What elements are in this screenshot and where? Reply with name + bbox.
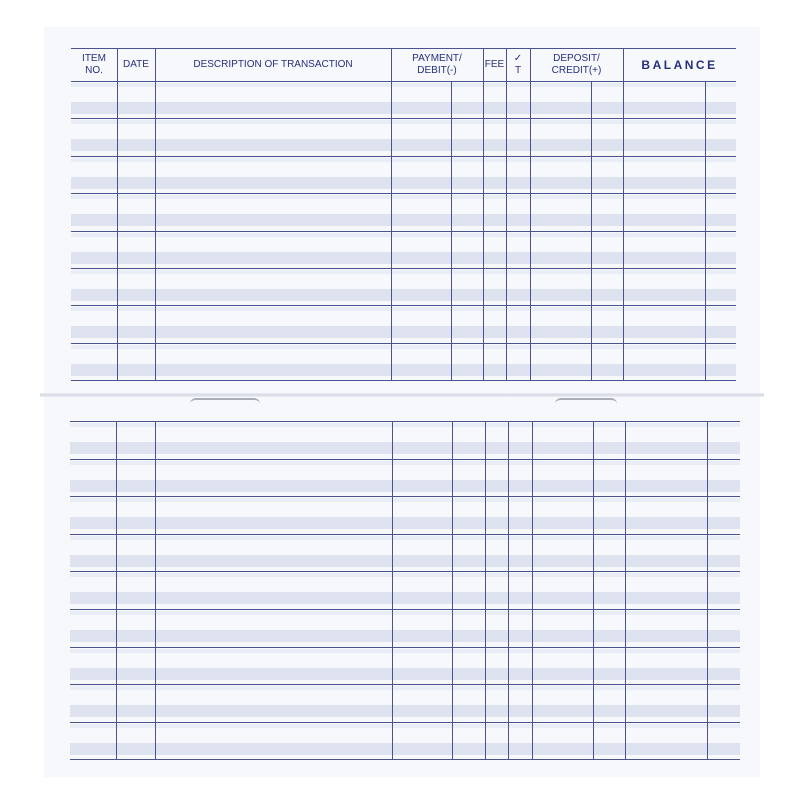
entry-cell[interactable] bbox=[117, 156, 155, 193]
entry-cell[interactable] bbox=[508, 534, 532, 572]
entry-cell[interactable] bbox=[71, 156, 117, 193]
header-top-rule bbox=[71, 48, 736, 49]
entry-cell[interactable] bbox=[625, 722, 740, 760]
entry-cell[interactable] bbox=[625, 571, 740, 609]
entry-cell[interactable] bbox=[155, 609, 392, 647]
entry-cell[interactable] bbox=[508, 496, 532, 534]
entry-cell[interactable] bbox=[155, 571, 392, 609]
entry-cell[interactable] bbox=[483, 193, 506, 230]
entry-cell[interactable] bbox=[155, 343, 391, 380]
entry-cell[interactable] bbox=[71, 231, 117, 268]
entry-cell[interactable] bbox=[392, 571, 485, 609]
entry-cell[interactable] bbox=[530, 156, 623, 193]
entry-cell[interactable] bbox=[155, 268, 391, 305]
entry-cell[interactable] bbox=[116, 609, 155, 647]
entry-cell[interactable] bbox=[483, 118, 506, 155]
entry-cell[interactable] bbox=[623, 156, 736, 193]
entry-cell[interactable] bbox=[530, 81, 623, 118]
entry-cell[interactable] bbox=[623, 231, 736, 268]
entry-cell[interactable] bbox=[70, 684, 116, 722]
entry-cell[interactable] bbox=[625, 609, 740, 647]
entry-cell[interactable] bbox=[116, 421, 155, 459]
entry-cell[interactable] bbox=[391, 231, 483, 268]
entry-cell[interactable] bbox=[155, 231, 391, 268]
entry-cell[interactable] bbox=[392, 722, 485, 760]
entry-cell[interactable] bbox=[623, 305, 736, 342]
entry-cell[interactable] bbox=[117, 81, 155, 118]
entry-cell[interactable] bbox=[117, 268, 155, 305]
entry-cell[interactable] bbox=[70, 722, 116, 760]
entry-cell[interactable] bbox=[625, 496, 740, 534]
entry-cell[interactable] bbox=[71, 343, 117, 380]
entry-cell[interactable] bbox=[155, 156, 391, 193]
entry-cell[interactable] bbox=[532, 421, 625, 459]
entry-cell[interactable] bbox=[155, 722, 392, 760]
entry-cell[interactable] bbox=[155, 421, 392, 459]
entry-cell[interactable] bbox=[117, 305, 155, 342]
entry-cell[interactable] bbox=[485, 459, 508, 497]
entry-cell[interactable] bbox=[532, 571, 625, 609]
entry-cell[interactable] bbox=[70, 496, 116, 534]
entry-cell[interactable] bbox=[623, 343, 736, 380]
entry-cell[interactable] bbox=[117, 231, 155, 268]
header-deposit-credit: DEPOSIT/ CREDIT(+) bbox=[551, 53, 602, 76]
entry-cell[interactable] bbox=[71, 305, 117, 342]
entry-cell[interactable] bbox=[530, 193, 623, 230]
entry-cell[interactable] bbox=[117, 118, 155, 155]
entry-cell[interactable] bbox=[625, 421, 740, 459]
entry-cell[interactable] bbox=[506, 118, 530, 155]
header-item-no: ITEM NO. bbox=[82, 53, 106, 76]
entry-cell[interactable] bbox=[485, 534, 508, 572]
entry-cell[interactable] bbox=[530, 268, 623, 305]
entry-cell[interactable] bbox=[532, 647, 625, 685]
entry-cell[interactable] bbox=[155, 684, 392, 722]
entry-cell[interactable] bbox=[71, 118, 117, 155]
entry-cell[interactable] bbox=[532, 496, 625, 534]
entry-cell[interactable] bbox=[391, 193, 483, 230]
entry-cell[interactable] bbox=[506, 268, 530, 305]
entry-cell[interactable] bbox=[508, 684, 532, 722]
entry-cell[interactable] bbox=[530, 343, 623, 380]
entry-cell[interactable] bbox=[508, 647, 532, 685]
entry-cell[interactable] bbox=[70, 609, 116, 647]
entry-cell[interactable] bbox=[116, 647, 155, 685]
entry-cell[interactable] bbox=[530, 118, 623, 155]
entry-cell[interactable] bbox=[508, 421, 532, 459]
staple-icon bbox=[555, 398, 617, 406]
entry-cell[interactable] bbox=[483, 156, 506, 193]
entry-cell[interactable] bbox=[532, 722, 625, 760]
entry-cell[interactable] bbox=[392, 459, 485, 497]
header-description: DESCRIPTION OF TRANSACTION bbox=[193, 59, 353, 70]
header-payment-debit: PAYMENT/ DEBIT(-) bbox=[412, 53, 462, 76]
entry-cell[interactable] bbox=[506, 305, 530, 342]
entry-cell[interactable] bbox=[625, 534, 740, 572]
entry-cell[interactable] bbox=[506, 231, 530, 268]
entry-cell[interactable] bbox=[392, 534, 485, 572]
entry-cell[interactable] bbox=[532, 459, 625, 497]
entry-cell[interactable] bbox=[392, 647, 485, 685]
entry-cell[interactable] bbox=[155, 305, 391, 342]
entry-cell[interactable] bbox=[506, 81, 530, 118]
entry-cell[interactable] bbox=[485, 609, 508, 647]
entry-cell[interactable] bbox=[392, 496, 485, 534]
entry-cell[interactable] bbox=[155, 534, 392, 572]
entry-cell[interactable] bbox=[116, 571, 155, 609]
entry-cell[interactable] bbox=[116, 722, 155, 760]
entry-cell[interactable] bbox=[71, 81, 117, 118]
entry-cell[interactable] bbox=[485, 722, 508, 760]
entry-cell[interactable] bbox=[532, 609, 625, 647]
entry-cell[interactable] bbox=[532, 534, 625, 572]
entry-cell[interactable] bbox=[506, 156, 530, 193]
entry-cell[interactable] bbox=[70, 571, 116, 609]
entry-cell[interactable] bbox=[508, 609, 532, 647]
entry-cell[interactable] bbox=[117, 343, 155, 380]
entry-cell[interactable] bbox=[155, 459, 392, 497]
entry-cell[interactable] bbox=[116, 496, 155, 534]
header-date: DATE bbox=[123, 59, 149, 70]
entry-cell[interactable] bbox=[625, 459, 740, 497]
entry-cell[interactable] bbox=[70, 534, 116, 572]
entry-cell[interactable] bbox=[506, 343, 530, 380]
entry-cell[interactable] bbox=[483, 81, 506, 118]
entry-cell[interactable] bbox=[70, 459, 116, 497]
entry-cell[interactable] bbox=[391, 305, 483, 342]
entry-cell[interactable] bbox=[530, 305, 623, 342]
entry-cell[interactable] bbox=[391, 118, 483, 155]
staple-icon bbox=[190, 398, 260, 406]
entry-cell[interactable] bbox=[508, 459, 532, 497]
entry-cell[interactable] bbox=[483, 268, 506, 305]
entry-cell[interactable] bbox=[155, 81, 391, 118]
entry-cell[interactable] bbox=[483, 231, 506, 268]
entry-cell[interactable] bbox=[532, 684, 625, 722]
entry-cell[interactable] bbox=[623, 118, 736, 155]
bottom-rule bbox=[71, 380, 736, 381]
header-balance: BALANCE bbox=[641, 58, 718, 72]
entry-cell[interactable] bbox=[155, 496, 392, 534]
entry-cell[interactable] bbox=[625, 647, 740, 685]
entry-cell[interactable] bbox=[71, 268, 117, 305]
entry-cell[interactable] bbox=[70, 647, 116, 685]
entry-cell[interactable] bbox=[391, 156, 483, 193]
entry-cell[interactable] bbox=[508, 571, 532, 609]
entry-cell[interactable] bbox=[391, 343, 483, 380]
center-fold bbox=[40, 393, 764, 397]
header-fee: FEE bbox=[484, 59, 505, 70]
entry-cell[interactable] bbox=[485, 647, 508, 685]
entry-cell[interactable] bbox=[483, 305, 506, 342]
entry-cell[interactable] bbox=[116, 534, 155, 572]
entry-cell[interactable] bbox=[70, 421, 116, 459]
entry-cell[interactable] bbox=[530, 231, 623, 268]
entry-cell[interactable] bbox=[623, 268, 736, 305]
entry-cell[interactable] bbox=[506, 193, 530, 230]
entry-cell[interactable] bbox=[155, 118, 391, 155]
entry-cell[interactable] bbox=[117, 193, 155, 230]
entry-cell[interactable] bbox=[391, 81, 483, 118]
entry-cell[interactable] bbox=[71, 193, 117, 230]
entry-cell[interactable] bbox=[485, 684, 508, 722]
entry-cell[interactable] bbox=[392, 684, 485, 722]
entry-cell[interactable] bbox=[485, 571, 508, 609]
entry-cell[interactable] bbox=[116, 459, 155, 497]
entry-cell[interactable] bbox=[623, 81, 736, 118]
entry-cell[interactable] bbox=[155, 647, 392, 685]
entry-cell[interactable] bbox=[483, 343, 506, 380]
header-check-t: ✓ T bbox=[513, 53, 523, 76]
entry-cell[interactable] bbox=[508, 722, 532, 760]
entry-cell[interactable] bbox=[155, 193, 391, 230]
entry-cell[interactable] bbox=[625, 684, 740, 722]
entry-cell[interactable] bbox=[392, 421, 485, 459]
entry-cell[interactable] bbox=[391, 268, 483, 305]
entry-cell[interactable] bbox=[623, 193, 736, 230]
entry-cell[interactable] bbox=[485, 421, 508, 459]
bottom-rule bbox=[70, 759, 740, 760]
entry-cell[interactable] bbox=[116, 684, 155, 722]
entry-cell[interactable] bbox=[485, 496, 508, 534]
entry-cell[interactable] bbox=[392, 609, 485, 647]
